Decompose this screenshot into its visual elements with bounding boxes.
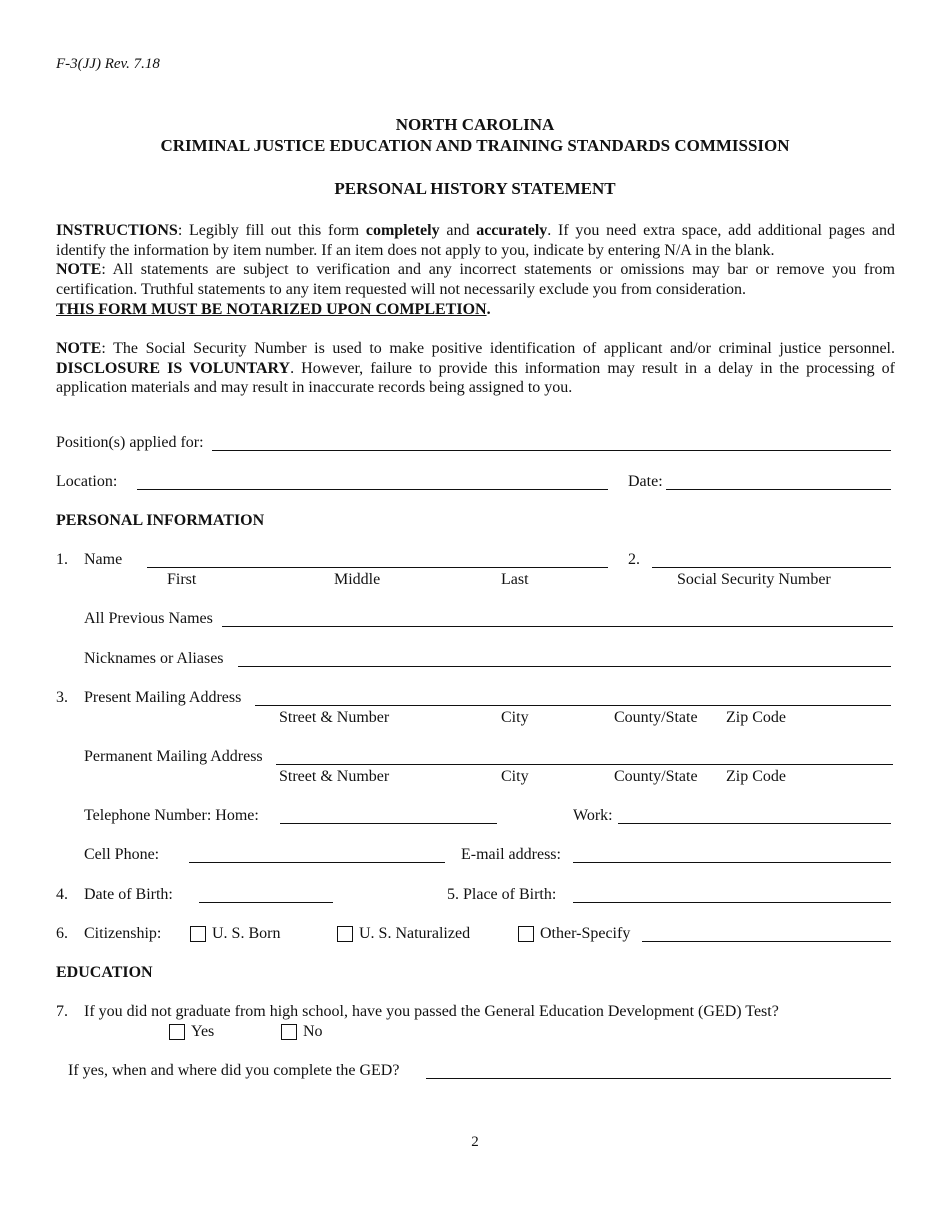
permanent-address-label: Permanent Mailing Address [84, 748, 263, 765]
other-specify-label: Other-Specify [540, 925, 631, 942]
location-field[interactable] [137, 489, 608, 490]
personal-info-heading: PERSONAL INFORMATION [56, 512, 265, 529]
us-naturalized-label: U. S. Naturalized [359, 925, 471, 942]
item-7-number: 7. [56, 1003, 68, 1020]
commission-heading: CRIMINAL JUSTICE EDUCATION AND TRAINING STANDARDS COMMISSION [160, 136, 790, 155]
email-label: E-mail address: [461, 846, 561, 863]
present-zip-sublabel: Zip Code [726, 709, 786, 726]
ged-no-checkbox[interactable] [281, 1024, 297, 1040]
permanent-street-sublabel: Street & Number [279, 768, 390, 785]
present-address-label: Present Mailing Address [84, 689, 242, 706]
pob-field[interactable] [573, 902, 891, 903]
dob-field[interactable] [199, 902, 333, 903]
disclosure-voluntary: DISCLOSURE IS VOLUNTARY [56, 359, 291, 377]
notarize-period: . [486, 300, 491, 318]
cell-phone-label: Cell Phone: [84, 846, 160, 863]
page-number: 2 [471, 1134, 479, 1150]
present-street-sublabel: Street & Number [279, 709, 390, 726]
page-title: PERSONAL HISTORY STATEMENT [334, 179, 616, 198]
pob-label: 5. Place of Birth: [447, 886, 557, 903]
ged-yes-checkbox[interactable] [169, 1024, 185, 1040]
other-specify-checkbox[interactable] [518, 926, 534, 942]
instructions-rest: . If you need extra space, add additional pages and identify the information by item number. If an item does not apply to you, indicate by entering N/A in the blank. [56, 222, 895, 259]
ged-question: If you did not graduate from high school, have you passed the General Education Development (GED) Test? [84, 1003, 779, 1020]
work-phone-label: Work: [573, 807, 613, 824]
ged-when-field[interactable] [426, 1078, 891, 1079]
item-2-number: 2. [628, 551, 640, 568]
state-heading: NORTH CAROLINA [395, 115, 555, 134]
email-field[interactable] [573, 862, 891, 863]
us-naturalized-checkbox[interactable] [337, 926, 353, 942]
note-text: : All statements are subject to verification and any incorrect statements or omissions may bar or remove you from certification. Truthful statements to any item requested will not necessarily exclude you from consideration. [56, 261, 895, 299]
cell-phone-field[interactable] [189, 862, 445, 863]
ssn-field[interactable] [652, 567, 891, 568]
last-sublabel: Last [501, 571, 529, 588]
previous-names-label: All Previous Names [84, 610, 213, 627]
item-3-number: 3. [56, 689, 68, 706]
date-label: Date: [628, 473, 663, 490]
form-id: F-3(JJ) Rev. 7.18 [56, 56, 160, 72]
item-6-number: 6. [56, 925, 68, 942]
instructions-text: : Legibly fill out this form [177, 222, 366, 239]
other-specify-field[interactable] [642, 941, 891, 942]
previous-names-field[interactable] [222, 626, 893, 627]
home-phone-field[interactable] [280, 823, 497, 824]
permanent-zip-sublabel: Zip Code [726, 768, 786, 785]
ged-when-label: If yes, when and where did you complete the GED? [68, 1062, 400, 1079]
nicknames-label: Nicknames or Aliases [84, 650, 224, 667]
item-4-number: 4. [56, 886, 68, 903]
permanent-address-field[interactable] [276, 764, 893, 765]
ged-yes-label: Yes [191, 1023, 215, 1040]
permanent-city-sublabel: City [501, 768, 529, 785]
us-born-label: U. S. Born [212, 925, 281, 942]
ssn-note-text: : The Social Security Number is used to make positive identification of applicant and/or criminal justice personnel. [101, 340, 895, 357]
present-city-sublabel: City [501, 709, 529, 726]
present-address-field[interactable] [255, 705, 891, 706]
education-heading: EDUCATION [56, 964, 153, 981]
ssn-note-label: NOTE [56, 340, 102, 357]
instructions-paragraph [56, 221, 895, 320]
nicknames-field[interactable] [238, 666, 891, 667]
middle-sublabel: Middle [334, 571, 381, 588]
ssn-note-rest: . However, failure to provide this information may result in a delay in the processing of application materials and may result in inaccurate records being assigned to you. [56, 359, 896, 397]
position-field[interactable] [212, 450, 891, 451]
dob-label: Date of Birth: [84, 886, 173, 903]
permanent-county-sublabel: County/State [614, 768, 698, 785]
work-phone-field[interactable] [618, 823, 891, 824]
instructions-and: and [439, 222, 477, 239]
instructions-accurately: accurately [476, 222, 548, 239]
instructions-label: INSTRUCTIONS [56, 222, 178, 239]
item-1-number: 1. [56, 551, 68, 568]
instructions-completely: completely [365, 222, 440, 239]
note-label: NOTE [56, 261, 102, 279]
name-field[interactable] [147, 567, 608, 568]
ssn-sublabel: Social Security Number [677, 571, 831, 588]
name-label: Name [84, 551, 123, 568]
home-phone-label: Telephone Number: Home: [84, 807, 259, 824]
date-field[interactable] [666, 489, 891, 490]
first-sublabel: First [167, 571, 197, 588]
ged-no-label: No [303, 1023, 323, 1040]
position-label: Position(s) applied for: [56, 434, 204, 451]
present-county-sublabel: County/State [614, 709, 698, 726]
us-born-checkbox[interactable] [190, 926, 206, 942]
citizenship-label: Citizenship: [84, 925, 162, 942]
notarize-notice: THIS FORM MUST BE NOTARIZED UPON COMPLETION [56, 300, 487, 318]
ssn-note-paragraph [56, 339, 895, 398]
location-label: Location: [56, 473, 118, 490]
